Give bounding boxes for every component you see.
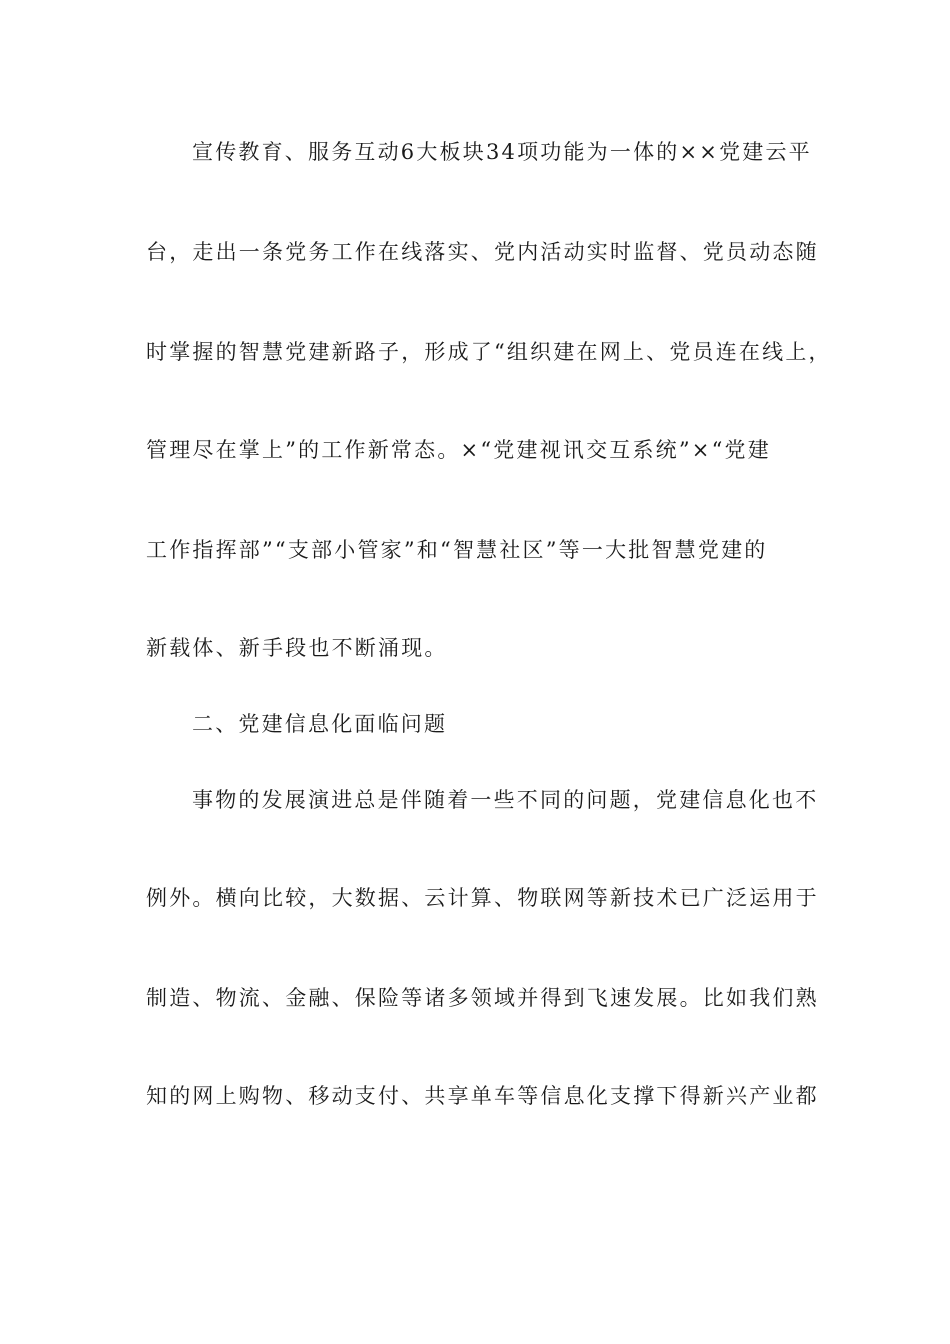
paragraph-2-line-3: 制造、物流、金融、保险等诸多领域并得到飞速发展。比如我们熟	[146, 986, 819, 1010]
paragraph-2-line-1: 事物的发展演进总是伴随着一些不同的问题，党建信息化也不	[192, 788, 819, 812]
paragraph-1-line-4: 管理尽在掌上”的工作新常态。×“党建视讯交互系统”×“党建	[146, 438, 771, 462]
paragraph-1-line-1: 宣传教育、服务互动6大板块34项功能为一体的××党建云平	[192, 140, 812, 164]
paragraph-2-line-2: 例外。横向比较，大数据、云计算、物联网等新技术已广泛运用于	[146, 886, 819, 910]
paragraph-1-line-5: 工作指挥部”“支部小管家”和“智慧社区”等一大批智慧党建的	[146, 538, 768, 562]
paragraph-1-line-2: 台，走出一条党务工作在线落实、党内活动实时监督、党员动态随	[146, 240, 819, 264]
paragraph-1-line-3: 时掌握的智慧党建新路子，形成了“组织建在网上、党员连在线上，	[146, 340, 832, 364]
section-heading: 二、党建信息化面临问题	[192, 712, 448, 736]
paragraph-1-line-6: 新载体、新手段也不断涌现。	[146, 636, 448, 660]
paragraph-2-line-4: 知的网上购物、移动支付、共享单车等信息化支撑下得新兴产业都	[146, 1084, 819, 1108]
